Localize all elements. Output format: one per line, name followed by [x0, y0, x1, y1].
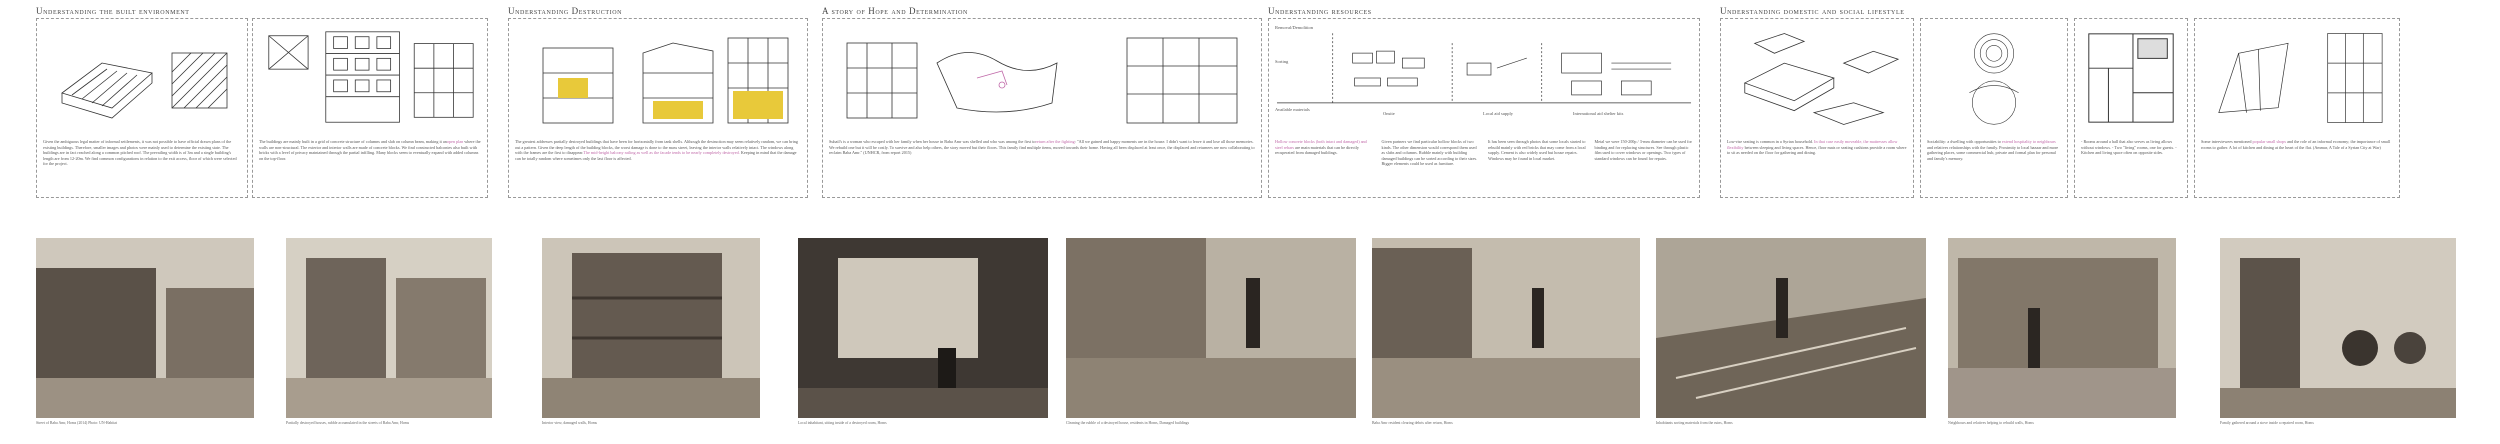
caption-domestic-plan: - Rooms around a hall that also serves as living allows without windows. - Two "living" rooms, one for guests. - Kitchen and living space often on opposite sides.	[2081, 139, 2177, 156]
photo-caption: Street of Baba Amr, Homs (2014) Photo: UN-Habitat	[36, 421, 118, 425]
photo-rebuilding-walls	[1948, 238, 2176, 418]
panel-domestic-shops	[2194, 18, 2400, 198]
photo-caption: Inhabitants sorting materials from the ruins, Homs	[1656, 421, 1733, 425]
caption-resources-1: Hollow concrete blocks (both intact and damaged) and steel rebars are main materials that can be directly recuperated from damaged buildings.	[1275, 139, 1367, 156]
photo-resident-debris	[1372, 238, 1640, 418]
caption-destruction: The greatest addresses partially destroyed buildings that have been for horizontally from tank shells. Although the destruction may seem relatively random, we can bring out a pattern. Given the deep length of the building blocks, the worst damage is done to the mass street, leaving the interior walls relatively intact. The windows along with the frames are the first to disappear.The mid-height balcony railing as well as the facade tends to be nearly completely destroyed. Keeping in mind that the damage can be totally random where sometimes only the last floor is affected.	[515, 139, 798, 161]
sketch-sociability	[1925, 23, 2063, 133]
photo-interior-sitting	[798, 238, 1048, 418]
caption-domestic-sociability: Sociability: a dwelling with opportunities to extend hospitality to neighbours and relatives relationships with the family. Proximity to local bazaar and more gathering places, some commercial hub, private and formal plan for personal and family's memory.	[1927, 139, 2059, 161]
panel-domestic-seating	[1720, 18, 1914, 198]
photo-family-stove	[2220, 238, 2456, 418]
caption-domestic-seating: Low-rise seating is common in a Syrian household. In that case easily moveable, the mattresses allow flexibility between sleeping and living spaces. Hence, floor mats or seating cushions provide a room where to sit as needed on the floor for gathering and dining.	[1727, 139, 1907, 156]
section-title-resources: Understanding resources	[1268, 6, 1372, 16]
label-intl-aid: International aid shelter kits	[1573, 111, 1624, 116]
label-removal: Removal/Demolition	[1275, 25, 1313, 30]
photo-caption: Baba Amr resident clearing debris after return, Homs	[1372, 421, 1453, 425]
caption-resources-2: Given partners we find particular hollow blocks of two kinds. The other dimension would correspond them used as slabs and columns. Rubble mainly with building damaged buildings can be sorted according to their sizes. Bigger elements could be used as furniture.	[1381, 139, 1478, 167]
photo-street-ruins	[36, 238, 254, 418]
label-local-aid: Local aid supply	[1483, 111, 1513, 116]
label-available-materials: Available materials	[1275, 107, 1310, 112]
label-onsite: Onsite	[1383, 111, 1395, 116]
sketch-shops	[2199, 23, 2395, 133]
sketch-return-story	[827, 23, 1257, 133]
panel-domestic-sociability	[1920, 18, 2068, 198]
photo-caption: Partially destroyed houses, rubble accumulated in the streets of Baba Amr, Homs	[286, 421, 410, 425]
photo-damaged-block	[542, 238, 760, 418]
section-title-domestic: Understanding domestic and social lifestyle	[1720, 6, 1905, 16]
photo-caption: Family gathered around a stove inside a repaired room, Homs	[2220, 421, 2314, 425]
photo-cleaning-rubble	[1066, 238, 1356, 418]
section-title-destruction: Understanding Destruction	[508, 6, 623, 16]
sketch-resources-diagram	[1273, 23, 1695, 133]
caption-resources-3: It has been seen through photos that some locals started to rebuild mainly with red bricks that may come from a local supply. Cement is also widely used but house repairs. Windows may be found in local market.	[1488, 139, 1586, 161]
panel-domestic-plan	[2074, 18, 2188, 198]
photo-caption: Neighbours and relatives helping to rebuild walls, Homs	[1948, 421, 2034, 425]
photo-caption: Cleaning the rubble of a destroyed house, residents in Homs, Damaged buildings	[1066, 421, 1190, 425]
sketch-seating	[1725, 23, 1909, 133]
caption-resources-4: Metal we were 150-200p / 3-mm diameter can be used for binding and for replacing structures. See through plastic film used to cover windows or openings. Two types of standard windows can be found for repairs.	[1594, 139, 1692, 161]
panel-built-plans	[36, 18, 248, 198]
caption-built-structure: The buildings are mainly built in a grid of concrete structure of columns and slab on column beam, making it anopen plan where the walls are non-structural. The exterior and interior walls are made of concrete blocks. We find constructed balconies also built with bricks with a level of privacy maintained through the partial infilling. Many blocks seem to eventually expand with added columns on the top-floor.	[259, 139, 481, 161]
photo-rubble-street	[286, 238, 492, 418]
caption-domestic-shops: Some interviewees mentioned popular small shops and the role of an informal economy; the importance of small rooms to gather. A lot of kitchen and dining at the heart of the flat. (Ammar, A Tale of a Syrian City at War)	[2201, 139, 2391, 150]
panel-built-structure	[252, 18, 488, 198]
sketch-destruction-section	[513, 23, 803, 133]
sketch-building-axonometry	[41, 23, 243, 133]
label-sorting: Sorting	[1275, 59, 1289, 64]
caption-resources	[1275, 139, 1693, 195]
photo-caption: Local inhabitant, sitting inside of a destroyed room, Homs	[798, 421, 887, 425]
caption-built-plans: Given the ambiguous legal matter of informal settlements, it was not possible to have official drawn plans of the existing buildings. Therefore, smaller images and photos were mainly used to determine the existing state. The buildings are in fact reached along a common pitched roof. The prevailing width is of 3m and a single building's length are from 12-20m. We find common configurations in relation to the exit access, floor of which were selected for the project.	[43, 139, 237, 167]
sketch-floor-plan	[2079, 23, 2183, 133]
panel-destruction	[508, 18, 808, 198]
caption-hope-story: Suhail's is a woman who escaped with her family when her house in Baba Amr was shelled and who was among the first toreturn after the fighting: "All we gained and happy moments are in the house. I didn't want to leave it and lose all those memories. We rebuild one but it will be costly. To survive and also help others, the story moved but their floors. This family find multiple items, moved towards their home. Having all been displaced at least once, the displaced and returnees are now collaborating to reclaim Baba Amr." (UNHCR, from report 2015)	[829, 139, 1255, 156]
panel-resources	[1268, 18, 1700, 198]
section-title-hope: A story of Hope and Determination	[822, 6, 968, 16]
sketch-building-facade	[257, 23, 483, 133]
photo-caption: Interior view, damaged walls, Homs	[542, 421, 598, 425]
panel-hope-story	[822, 18, 1262, 198]
photo-sorting-materials	[1656, 238, 1926, 418]
section-title-built: Understanding the built environment	[36, 6, 190, 16]
